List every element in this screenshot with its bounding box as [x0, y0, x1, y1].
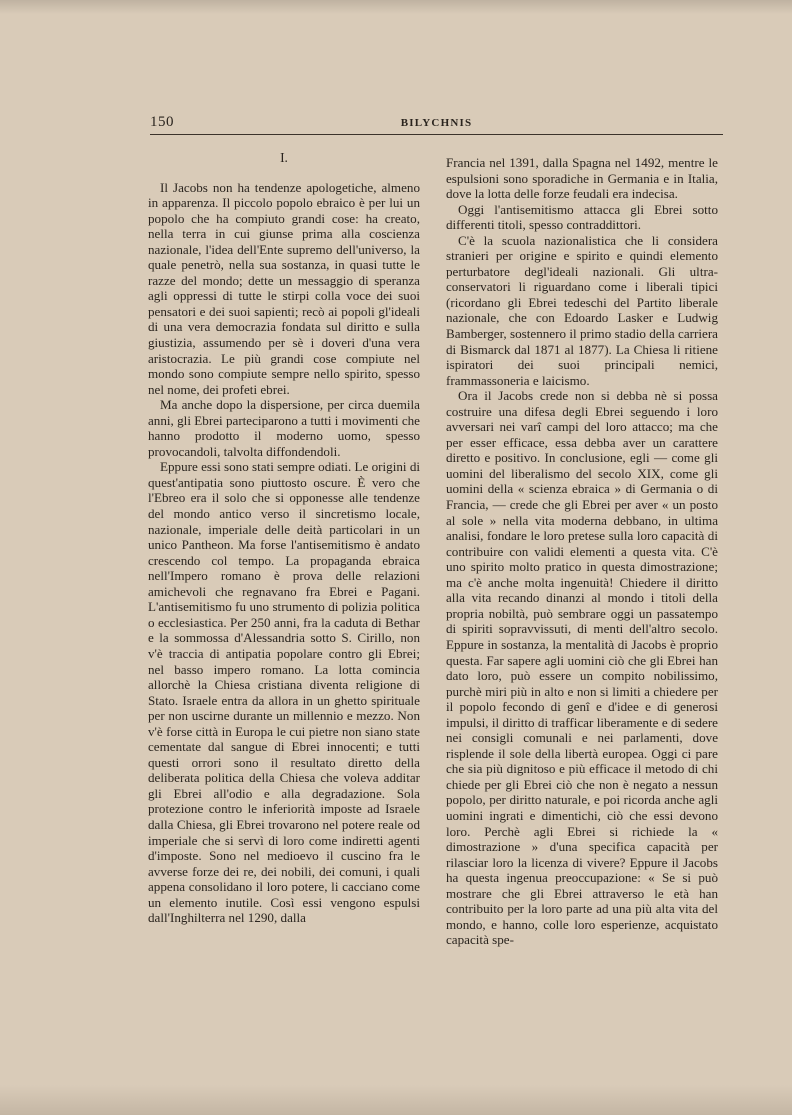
page-edge-bottom [0, 1085, 792, 1115]
paragraph: Ora il Jacobs crede non si debba nè si possa costruire una difesa degli Ebrei seguendo i loro avversari nei varî campi del loro attacco; ma che per esser efficace, essa debba aver un carattere diretto e positivo. In conclusione, egli — come gli uomini del liberalismo del secolo XIX, come gli uomini della « scienza ebraica » di Germania o di Francia, — crede che gli Ebrei per aver « un posto al sole » nella vita moderna debbano, in ultima analisi, fondare le loro pretese sulla loro capacità di contribuire con validi elementi a questa vita. C'è uno spirito molto pratico in questa dimostrazione; ma c'è anche molta ingenuità! Chiedere il diritto alla vita recando dinanzi al mondo i titoli della propria nobiltà, può sembrare oggi un passatempo di spiriti sopravvissuti, di menti dell'altro secolo. Eppure in sostanza, la mentalità di Jacobs è proprio questa. Far sapere agli uomini ciò che gli Ebrei han dato loro, può essere un compito nobilissimo, purchè miri più in alto e non si limiti a chiedere per il popolo fecondo di genî e d'idee e di generosi impulsi, il diritto di trafficar liberamente e di sedere nei consigli comunali e nei parlamenti, dove risplende il sole della libertà europea. Oggi ci pare che sia più dignitoso e più efficace il metodo di chi chiede per gli Ebrei ciò che non è negato a nessun popolo, per diritto naturale, e poi ricorda anche agli uomini ingrati e dimentichi, ciò che essi devono loro. Perchè agli Ebrei si richiede la « dimostrazione » d'una specifica capacità per rilasciar loro la licenza di vivere? Eppure il Jacobs ha questa ingenua preoccupazione: « Se si può mostrare che gli Ebrei attraverso le età han contribuito per la loro parte ad una più alta vita del mondo, e hanno, colle loro esperienze, acquistato capacità spe- [446, 388, 718, 948]
paragraph: C'è la scuola nazionalistica che li considera stranieri per origine e spirito e quindi elemento perturbatore degl'ideali nazionali. Gli ultra-conservatori li riguardano come i liberali tipici (ricordano gli Ebrei tedeschi del Partito liberale nazionale, che con Edoardo Lasker e Ludwig Bamberger, sostennero il primo stadio della carriera di Bismarck dal 1871 al 1877). La Chiesa li ritiene ispiratori dei suoi principali nemici, frammassoneria e laicismo. [446, 232, 718, 388]
page-edge-top [0, 0, 792, 14]
page-header [150, 112, 723, 135]
running-title: BILYCHNIS [400, 117, 473, 129]
paragraph: Francia nel 1391, dalla Spagna nel 1492, mentre le espulsioni sono sporadiche in Germania e in Italia, dove la lotta delle forze feudali era indecisa. [446, 155, 718, 202]
paragraph: Ma anche dopo la dispersione, per circa duemila anni, gli Ebrei parteciparono a tutti i movimenti che hanno prodotto il moderno uomo, spesso provocandoli, talvolta diffondendoli. [148, 397, 420, 459]
paragraph: Eppure essi sono stati sempre odiati. Le origini di quest'antipatia sono piuttosto oscure. È vero che l'Ebreo era il solo che si opponesse alle tendenze del mondo antico verso il sincretismo locale, nazionale, imperiale delle deità particolari in un unico Pantheon. Ma forse l'antisemitismo è andato crescendo col tempo. La propaganda ebraica nell'Impero romano è prova delle relazioni amichevoli che regnavano fra Ebrei e Pagani. L'antisemitismo fu uno strumento di polizia politica o ecclesiastica. Per 250 anni, fra la caduta di Bethar e la sommossa d'Alessandria sotto S. Cirillo, non v'è traccia di antipatia popolare contro gli Ebrei; nel basso impero romano. La lotta comincia allorchè la Chiesa cristiana diventa religione di Stato. Israele entra da allora in un ghetto spirituale per non uscirne durante un millennio e mezzo. Non v'è forse città in Europa le cui pietre non siano state cementate dal sangue di Ebrei innocenti; e tutti questi orrori sono il resultato diretto della deliberata politica della Chiesa che voleva additar gli Ebrei all'odio e alla degradazione. Sola protezione contro le inferiorità imposte ad Israele dalla Chiesa, gli Ebrei trovarono nel potere reale od imperiale che si servì di loro come indiretti agenti d'imposte. Sono nel medioevo il cuscino fra le avverse forze dei re, dei nobili, dei comuni, i quali appena consolidano il loro potere, li cacciano come un elemento inutile. Così essi vengono espulsi dall'Inghilterra nel 1290, dalla [148, 459, 421, 926]
left-column [148, 150, 420, 926]
right-column [446, 155, 718, 948]
paragraph: Oggi l'antisemitismo attacca gli Ebrei sotto differenti titoli, spesso contraddittori. [446, 201, 718, 233]
page-number: 150 [150, 114, 174, 130]
section-number: I. [280, 150, 288, 165]
paragraph: Il Jacobs non ha tendenze apologetiche, almeno in apparenza. Il piccolo popolo ebraico è per lui un popolo che ha compiuto grandi cose: ha creato, nella terra in cui giunse prima alla coscienza nazionale, l'idea dell'Ente supremo dell'universo, la quale penetrò, nella sua sostanza, in quasi tutte le razze del mondo; dette un messaggio di speranza agli oppressi di tutte le stirpi colla voce dei suoi pensatori e dei suoi sapienti; recò ai popoli gl'ideali di una vera democrazia fondata sul diritto e sulla giustizia, assumendo per sè i doveri d'una vera aristocrazia. Le più grandi cose compiute nel mondo sono compiute sempre nello spirito, spesso nel nome, dei profeti ebrei. [148, 179, 420, 397]
